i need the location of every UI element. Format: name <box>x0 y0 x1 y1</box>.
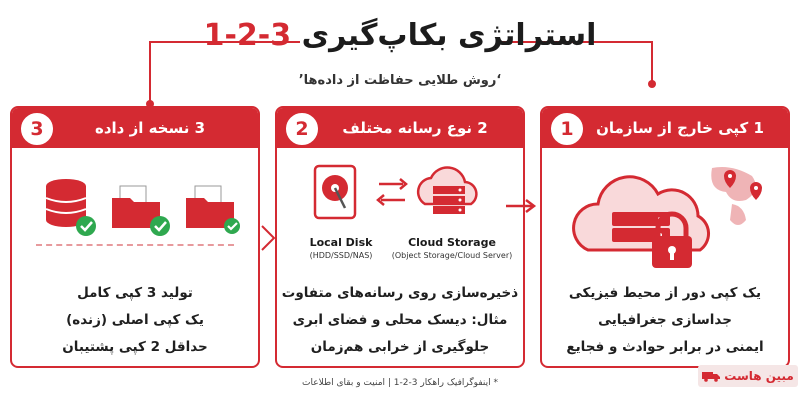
footer-note: * اینفوگرافیک راهکار 3-2-1 | امنیت و بقای اطلاعات <box>302 378 498 388</box>
card-1-line: ایمنی در برابر حوادث و فجایع <box>566 339 764 355</box>
card-1-line: جداسازی جغرافیایی <box>598 312 732 328</box>
card-3-line: حداقل 2 کپی پشتیبان <box>62 339 208 355</box>
connector-chevron <box>262 226 274 250</box>
card-1-heading: 1 کپی خارج از سازمان <box>596 119 764 137</box>
cloud-storage-sub: (Object Storage/Cloud Server) <box>391 251 513 260</box>
card-3-line: یک کپی اصلی (زنده) <box>66 312 204 328</box>
card-2-heading: 2 نوع رسانه مختلف <box>342 119 488 137</box>
card-3-badge: 3 <box>18 110 56 148</box>
card-3-line: تولید 3 کپی کامل <box>77 285 193 301</box>
card-1-line: یک کپی دور از محیط فیزیکی <box>568 285 762 301</box>
cloud-storage-label: Cloud Storage <box>408 236 496 249</box>
title-text: استراتژی بکاپ‌گیری <box>301 18 597 53</box>
card-2-badge: 2 <box>283 110 321 148</box>
card-2-line: ذخیره‌سازی روی رسانه‌های متفاوت <box>281 285 519 301</box>
brand-name: مبین هاست <box>724 369 794 383</box>
card-2-line: جلوگیری از خرابی هم‌زمان <box>310 339 490 355</box>
local-disk-label: Local Disk <box>309 236 373 249</box>
card-2-line: مثال: دیسک محلی و فضای ابری <box>292 312 508 328</box>
card-1-badge: 1 <box>548 110 586 148</box>
brand-logo[interactable] <box>698 365 798 387</box>
card-3-heading: 3 نسخه از داده <box>94 119 206 137</box>
local-disk-sub: (HDD/SSD/NAS) <box>309 251 373 260</box>
truck-icon <box>702 370 720 382</box>
title-accent: 3-2-1 <box>203 18 292 53</box>
page-subtitle: ‘روش طلایی حفاظت از داده‌ها’ <box>298 73 502 88</box>
